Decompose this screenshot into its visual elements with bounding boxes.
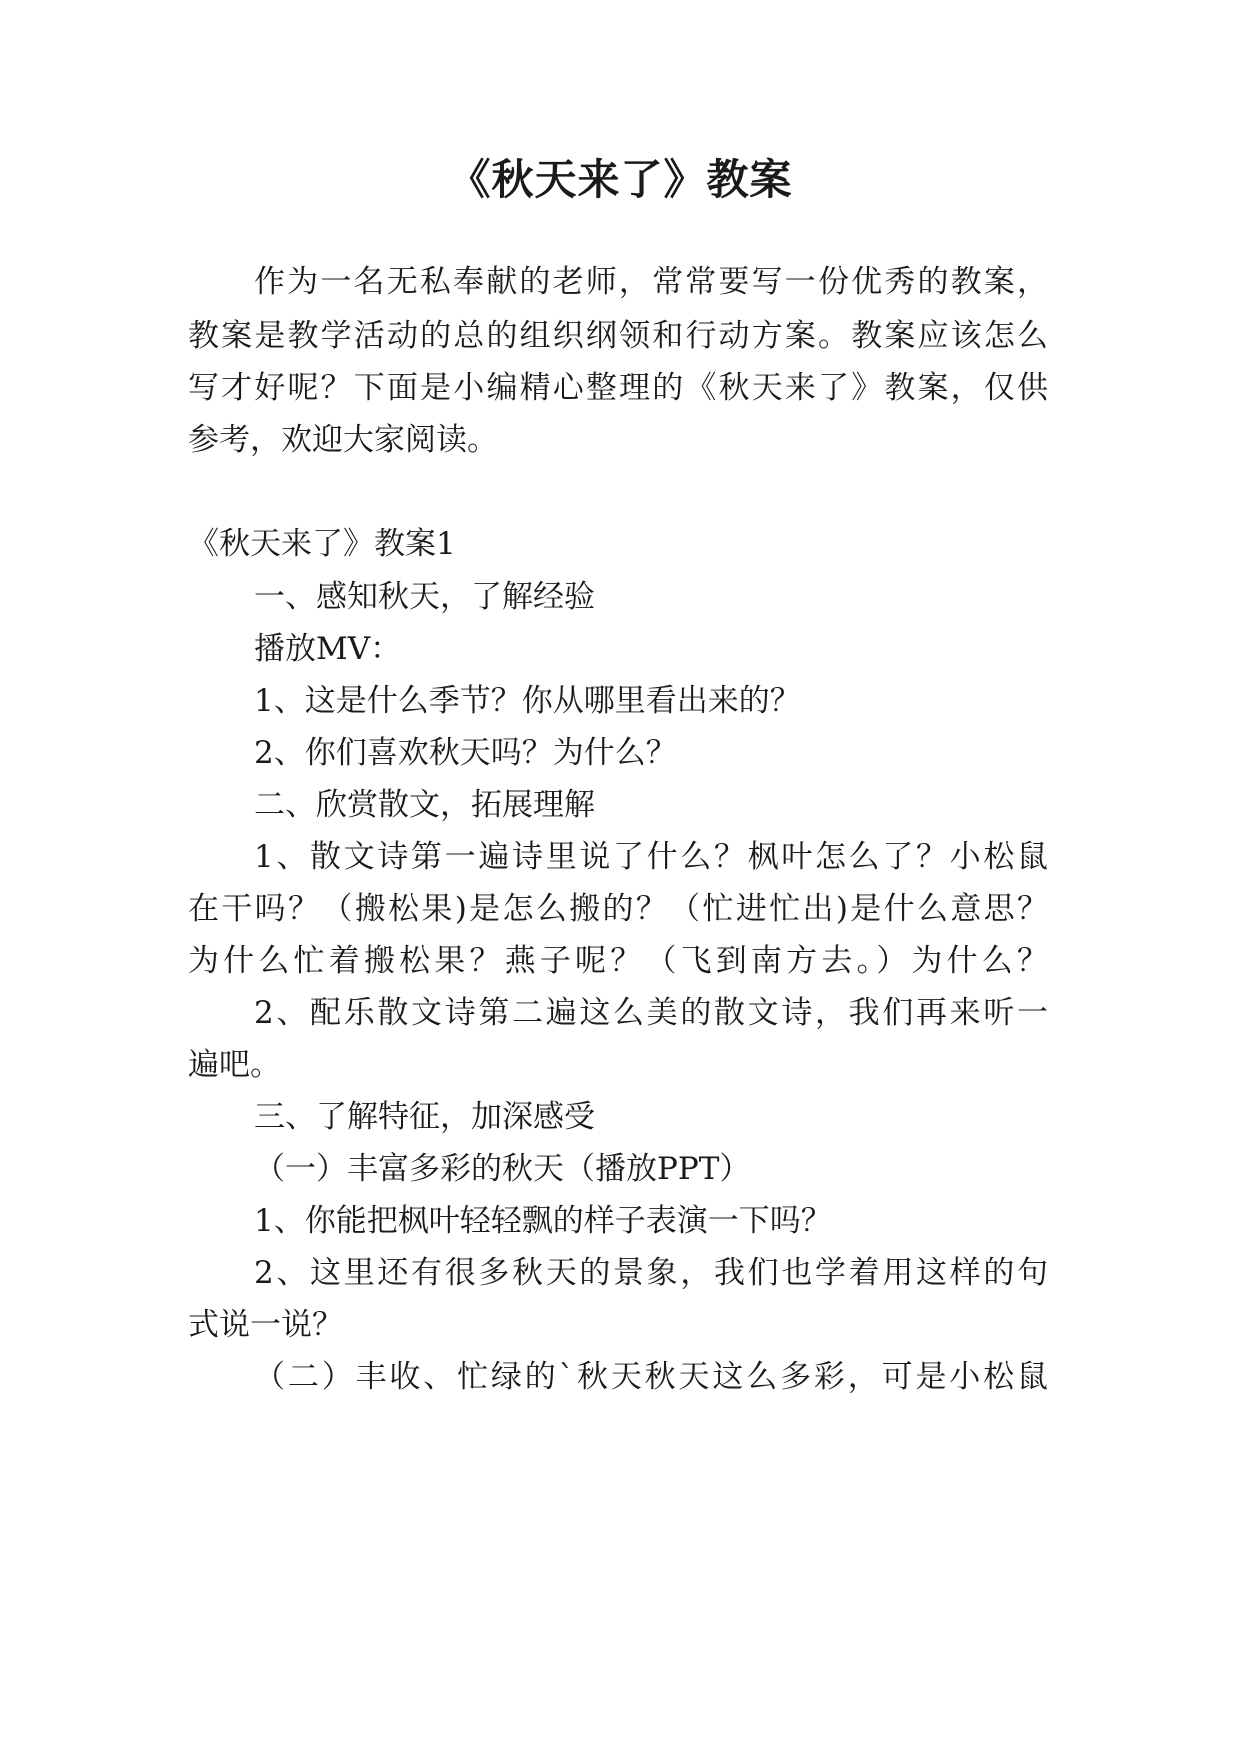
body-line: 在干吗？（搬松果)是怎么搬的？（忙进忙出)是什么意思？ bbox=[188, 891, 1048, 927]
body-line: （二）丰收、忙绿的`秋天秋天这么多彩，可是小松鼠 bbox=[254, 1359, 1048, 1395]
body-line: 1、散文诗第一遍诗里说了什么？枫叶怎么了？小松鼠 bbox=[254, 839, 1048, 875]
intro-line-4: 参考，欢迎大家阅读。 bbox=[188, 422, 498, 458]
body-line: 三、了解特征，加深感受 bbox=[254, 1099, 595, 1135]
document-title: 《秋天来了》教案 bbox=[448, 155, 793, 204]
body-line: 一、感知秋天，了解经验 bbox=[254, 579, 595, 615]
body-line: 2、这里还有很多秋天的景象，我们也学着用这样的句 bbox=[254, 1255, 1048, 1291]
body-line: 播放MV： bbox=[254, 631, 402, 667]
body-line: （一）丰富多彩的秋天（播放PPT） bbox=[254, 1151, 751, 1187]
body-line: 1、这是什么季节？你从哪里看出来的？ bbox=[254, 683, 801, 719]
body-line: 2、你们喜欢秋天吗？为什么？ bbox=[254, 735, 677, 771]
intro-line-2: 教案是教学活动的总的组织纲领和行动方案。教案应该怎么 bbox=[188, 318, 1048, 354]
body-line: 2、配乐散文诗第二遍这么美的散文诗，我们再来听一 bbox=[254, 995, 1048, 1031]
document-body bbox=[188, 0, 1048, 1754]
intro-line-3: 写才好呢？下面是小编精心整理的《秋天来了》教案，仅供 bbox=[188, 370, 1048, 406]
body-line: 1、你能把枫叶轻轻飘的样子表演一下吗？ bbox=[254, 1203, 832, 1239]
section-heading: 《秋天来了》教案1 bbox=[188, 526, 456, 562]
intro-line-1: 作为一名无私奉献的老师，常常要写一份优秀的教案， bbox=[254, 264, 1048, 300]
body-line: 二、欣赏散文，拓展理解 bbox=[254, 787, 595, 823]
body-line: 式说一说？ bbox=[188, 1307, 343, 1343]
body-line: 遍吧。 bbox=[188, 1047, 281, 1083]
body-line: 为什么忙着搬松果？燕子呢？（飞到南方去。）为什么？ bbox=[188, 943, 1048, 979]
